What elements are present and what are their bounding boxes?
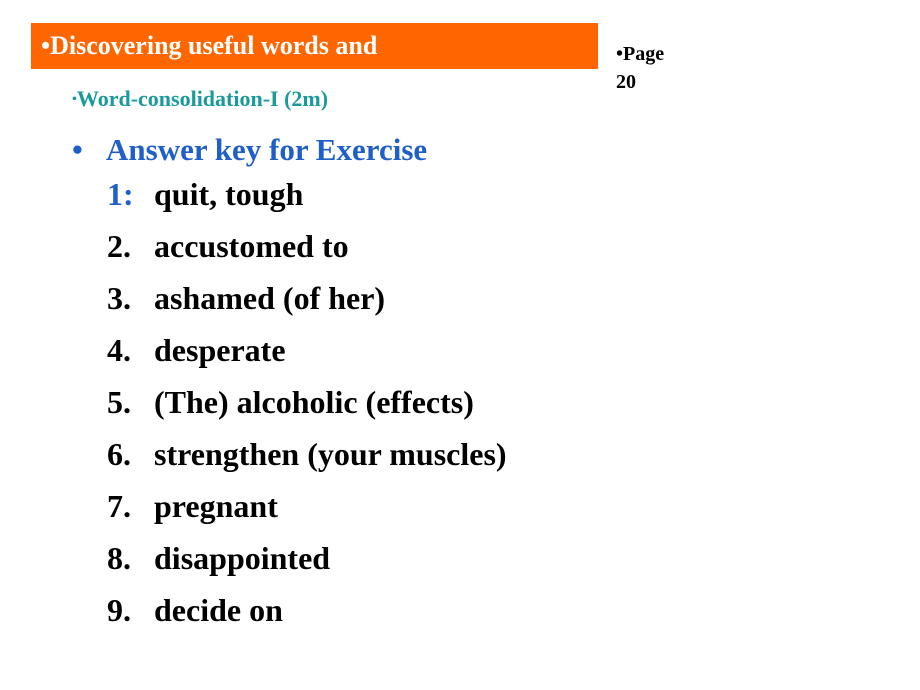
answer-item	[107, 326, 507, 378]
answer-number: 2.	[107, 228, 131, 264]
answer-text: (The) alcoholic (effects)	[154, 384, 474, 420]
answer-text: ashamed (of her)	[154, 280, 386, 316]
heading-text: Answer key for Exercise	[106, 132, 428, 167]
answer-number: 8.	[107, 540, 131, 576]
answer-text: accustomed to	[154, 228, 349, 264]
page-label: •Page	[616, 43, 665, 65]
answer-item	[107, 222, 507, 274]
answer-text: pregnant	[154, 488, 278, 524]
answer-item	[107, 482, 507, 534]
subtitle	[72, 86, 328, 112]
answer-text: strengthen (your muscles)	[154, 436, 507, 472]
answer-number: 9.	[107, 592, 131, 628]
section-banner	[31, 23, 598, 69]
heading-bullet: •	[72, 132, 83, 167]
answer-number: 1:	[107, 176, 134, 212]
subtitle-bullet: •	[72, 92, 77, 107]
answer-text: disappointed	[154, 540, 331, 576]
answer-number: 3.	[107, 280, 131, 316]
page-number: 20	[616, 71, 636, 93]
subtitle-text: Word-consolidation-I (2m)	[76, 86, 329, 111]
answer-number: 6.	[107, 436, 131, 472]
answer-item	[107, 274, 507, 326]
answer-text: decide on	[154, 592, 283, 628]
answer-number: 7.	[107, 488, 131, 524]
answer-item	[107, 170, 507, 222]
answer-text: quit, tough	[154, 176, 304, 212]
answer-item	[107, 586, 507, 638]
answer-text: desperate	[154, 332, 286, 368]
answer-number: 5.	[107, 384, 131, 420]
answer-list	[107, 170, 507, 638]
banner-title: •Discovering useful words and	[41, 31, 378, 60]
answer-item	[107, 534, 507, 586]
answer-number: 4.	[107, 332, 131, 368]
answer-item	[107, 378, 507, 430]
page-reference	[616, 40, 664, 96]
answer-item	[107, 430, 507, 482]
answer-key-heading	[72, 132, 427, 168]
